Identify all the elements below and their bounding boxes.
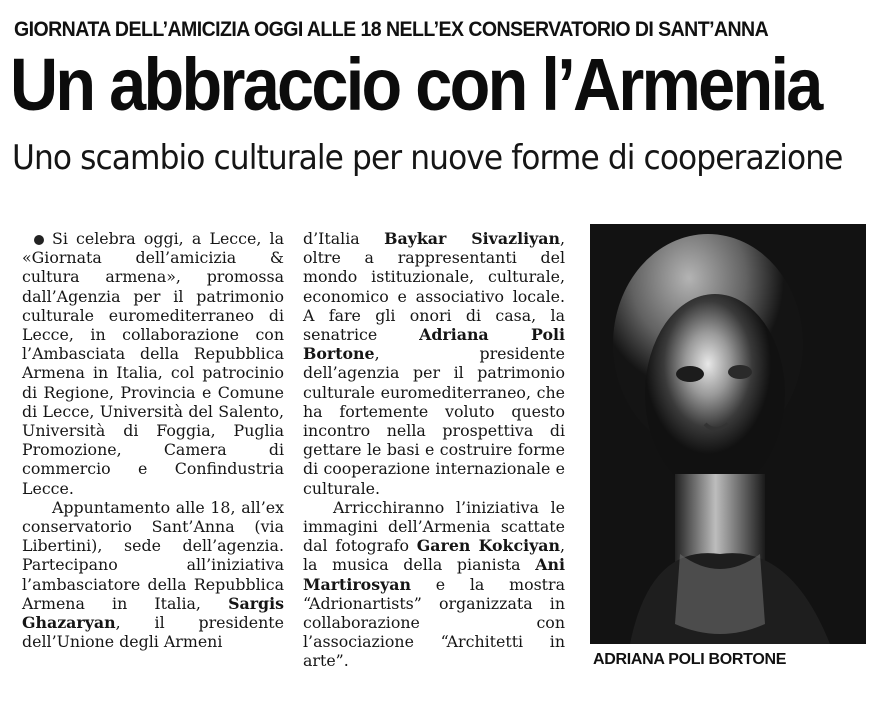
article-title: Un abbraccio con l’Armenia <box>10 43 821 126</box>
person-name: Ani Martirosyan <box>303 555 565 594</box>
paragraph-4-text-c: e la mostra “Adrionartists” organizzata in collaborazione con l’associazione “Architetti in arte”. <box>303 574 565 671</box>
paragraph-1-text: Si celebra oggi, a Lecce, la «Giornata dell’amicizia & cultura armena», promossa dall’Agenzia per il patrimonio culturale euromediterraneo di Lecce, in collaborazione con l’Ambasciata della Repubblica Armena in Italia, col patrocinio di Regione, Provincia e Comune di Lecce, Università del Salento, Università di Foggia, Puglia Promozione, Camera di commercio e Confindustria Lecce. <box>22 229 284 498</box>
article-subtitle: Uno scambio culturale per nuove forme di cooperazione <box>12 138 843 178</box>
paragraph-2-text-a: Appuntamento alle 18, all’ex conservatorio Sant’Anna (via Libertini), sede dell’agenzia. Partecipano all’iniziativa l’ambasciatore della Repubblica Armena in Italia, <box>22 497 284 613</box>
paragraph-4-text-b: , la musica della pianista <box>303 536 566 575</box>
article-column-1 <box>22 229 284 651</box>
article-column-2 <box>303 229 565 671</box>
paragraph-3-text-c: , presidente dell’agenzia per il patrimonio culturale euromediterraneo, che ha fortemente voluto questo incontro nella prospettiva di gettare le basi e costruire forme di cooperazione internazionale e culturale. <box>303 344 565 498</box>
article-kicker: GIORNATA DELL’AMICIZIA OGGI ALLE 18 NELL’EX CONSERVATORIO DI SANT’ANNA <box>14 18 769 41</box>
person-name: Adriana Poli Bortone <box>303 325 566 364</box>
portrait-photo <box>590 224 866 644</box>
portrait-image <box>590 224 866 644</box>
paragraph-1 <box>22 229 284 498</box>
paragraph-4 <box>303 498 565 671</box>
paragraph-4-text-a: Arricchiranno l’iniziativa le immagini dell’Armenia scattate dal fotografo <box>303 497 565 556</box>
paragraph-3-text-b: , oltre a rappresentanti del mondo istituzionale, culturale, economico e associativo locale. A fare gli onori di casa, la senatrice <box>303 229 565 345</box>
person-name: Baykar Sivazliyan <box>384 229 560 248</box>
person-name: Sargis Ghazaryan <box>22 593 284 633</box>
paragraph-3 <box>303 229 565 498</box>
paragraph-2 <box>22 498 284 652</box>
paragraph-2-text-b: , il presidente dell’Unione degli Armeni <box>22 613 284 652</box>
paragraph-3-text-a: d’Italia <box>303 229 385 248</box>
photo-caption: ADRIANA POLI BORTONE <box>593 651 787 668</box>
person-name: Garen Kokciyan <box>416 536 560 556</box>
bullet-icon <box>34 235 44 245</box>
